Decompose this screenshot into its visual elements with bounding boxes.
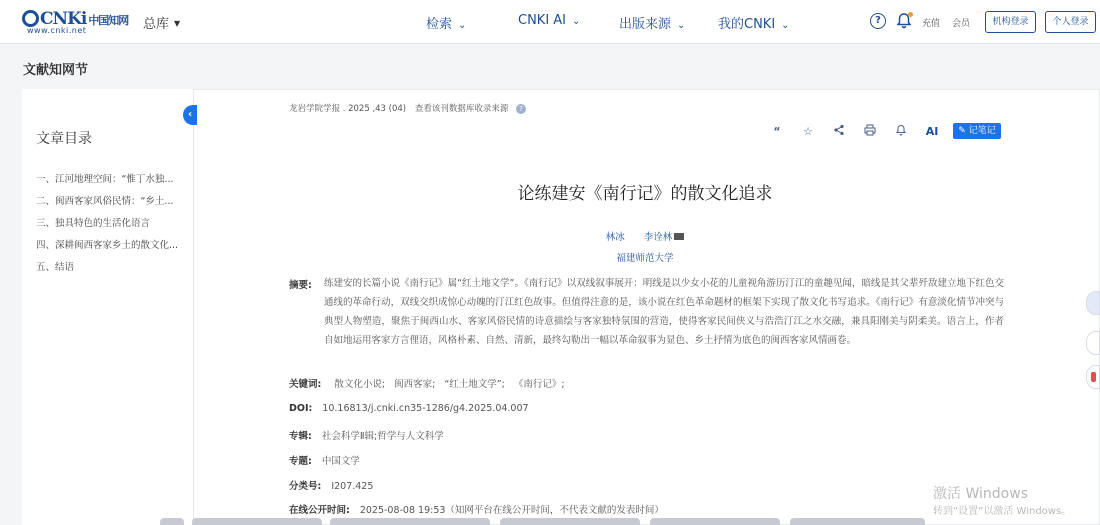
bottom-tab[interactable]: [330, 518, 490, 525]
toc-panel: [22, 89, 194, 525]
chevron-down-icon: ⌄: [781, 20, 790, 31]
series-value: 社会科学Ⅱ辑;哲学与人文科学: [321, 431, 444, 442]
classification-label: 分类号:: [289, 481, 322, 492]
activation-watermark-subtitle: 转到“设置”以激活 Windows。: [933, 506, 1072, 517]
subscribe-bell-icon[interactable]: [893, 124, 909, 140]
toc-title: 文章目录: [36, 131, 92, 147]
logo-cn-text: 中国知网: [88, 14, 129, 27]
notification-dot: [908, 12, 913, 17]
mail-icon[interactable]: [674, 233, 684, 240]
author-link[interactable]: 李诠林: [643, 232, 673, 243]
source-database-link[interactable]: 查看该刊数据库收录来源: [414, 104, 509, 114]
member-link[interactable]: 会员: [952, 19, 971, 29]
toc-item[interactable]: 二、闽西客家风俗民情：“乡土...: [36, 196, 174, 207]
bottom-tab[interactable]: [500, 518, 640, 525]
doi-row: [289, 403, 529, 414]
star-icon[interactable]: ☆: [803, 125, 813, 138]
online-date-row: [289, 502, 664, 516]
keyword-link[interactable]: 《南行记》;: [513, 379, 565, 390]
journal-source: [289, 102, 526, 114]
nav-cnki-ai[interactable]: [518, 13, 580, 28]
keywords-label: 关键词:: [289, 379, 322, 390]
notification-bell-icon[interactable]: [895, 12, 913, 30]
bottom-toolbar: [160, 518, 935, 525]
bottom-tab[interactable]: [790, 518, 925, 525]
print-icon[interactable]: [862, 124, 878, 140]
topic-row: [289, 453, 360, 467]
recharge-link[interactable]: 充值: [922, 19, 941, 29]
keyword-link[interactable]: 散文化小说;: [334, 379, 386, 390]
series-row: [289, 428, 444, 442]
keyword-link[interactable]: “红土地文学”;: [444, 379, 505, 390]
quote-icon[interactable]: “: [773, 125, 781, 138]
nav-my-cnki[interactable]: [718, 13, 790, 32]
bottom-tab[interactable]: [192, 518, 322, 525]
chevron-down-icon: ⌄: [572, 16, 581, 27]
activation-watermark-title: 激活 Windows: [933, 486, 1028, 502]
nav-publication-source-label: 出版来源: [619, 17, 672, 32]
collapse-toc-icon[interactable]: ‹: [183, 105, 197, 125]
nav-cnki-ai-label: CNKI AI: [518, 13, 567, 28]
journal-source-text[interactable]: 龙岩学院学报 . 2025 ,43 (04): [289, 104, 407, 114]
side-float-tab[interactable]: [1086, 331, 1100, 355]
toc-item[interactable]: 三、独具特色的生活化语言: [36, 218, 151, 229]
nav-publication-source[interactable]: [619, 13, 685, 32]
side-float-tab[interactable]: [1086, 291, 1100, 315]
logo-url: www.cnki.net: [27, 26, 87, 35]
author-organization[interactable]: 福建师范大学: [616, 253, 674, 264]
pencil-icon: ✎: [958, 126, 966, 136]
online-date-value: 2025-08-08 19:53（知网平台在线公开时间，不代表文献的发表时间）: [359, 505, 664, 516]
side-float-tab[interactable]: [1086, 365, 1100, 389]
caret-down-icon: ▼: [174, 19, 181, 28]
database-selector-label: 总库: [143, 17, 170, 32]
chevron-down-icon: ⌄: [677, 20, 686, 31]
classification-value: I207.425: [331, 481, 374, 492]
toc-item[interactable]: 四、深耕闽西客家乡土的散文化...: [36, 240, 179, 251]
logo-text: CNKi: [40, 9, 87, 29]
keywords-row: [289, 376, 571, 390]
bottom-tab[interactable]: [650, 518, 780, 525]
flag-icon: [1091, 372, 1096, 382]
share-icon[interactable]: [831, 124, 847, 140]
page-title: 文献知网节: [23, 63, 89, 78]
abstract-text: 练建安的长篇小说《南行记》属“红土地文学”。《南行记》以双线叙事展开：明线是以少女小花的儿童视角游历汀江的童趣见闻，暗线是其父辈歼敌建立地下红色交通线的革命行动，双线交织成惊心动魄的汀江红色故事。但值得注意的是，该小说在红色革命题材的框架下实现了散文化书写追求。《南行记》有意淡化情节冲突与典型人物塑造，聚焦于闽西山水、客家风俗民情的诗意描绘与客家独特氛围的营造，使得客家民间侠义与浩浩汀江之水交融，兼具阳刚美与阴柔美。语言上，作者自如地运用客家方言俚语，风格朴素、自然、清新，最终勾勒出一幅以革命叙事为显色、乡土抒情为底色的闽西客家风情画卷。: [324, 278, 1004, 346]
chevron-down-icon: ⌄: [458, 20, 467, 31]
classification-row: [289, 478, 373, 492]
abstract-label: 摘要:: [289, 280, 312, 291]
personal-login-button[interactable]: 个人登录: [1045, 11, 1096, 33]
online-date-label: 在线公开时间:: [289, 505, 350, 516]
take-note-label: 记笔记: [968, 126, 996, 136]
keyword-link[interactable]: 闽西客家;: [394, 379, 436, 390]
database-selector[interactable]: [143, 13, 180, 32]
series-label: 专辑:: [289, 431, 312, 442]
topic-value: 中国文学: [321, 456, 360, 467]
doi-value: 10.16813/j.cnki.cn35-1286/g4.2025.04.007: [322, 403, 529, 414]
nav-search[interactable]: [426, 13, 466, 32]
doi-label: DOI:: [289, 403, 313, 414]
author-list: [289, 229, 1001, 243]
top-bar: [0, 0, 1100, 44]
logo-circle-icon: [22, 10, 39, 27]
article-title: 论练建安《南行记》的散文化追求: [517, 184, 773, 204]
org-login-button[interactable]: 机构登录: [985, 11, 1036, 33]
ai-assistant-button[interactable]: AI: [925, 125, 939, 138]
nav-search-label: 检索: [426, 17, 453, 32]
author-link[interactable]: 林冰: [605, 232, 625, 243]
toc-item[interactable]: 五、结语: [36, 262, 75, 273]
help-icon[interactable]: ?: [870, 13, 886, 29]
question-icon[interactable]: ?: [516, 104, 526, 114]
toc-item[interactable]: 一、江河地理空间：“惟丁水独...: [36, 174, 174, 185]
bottom-tab[interactable]: [160, 518, 184, 525]
cnki-logo[interactable]: [22, 9, 129, 35]
nav-my-cnki-label: 我的CNKI: [718, 17, 776, 32]
take-note-button[interactable]: [953, 123, 1001, 139]
topic-label: 专题:: [289, 456, 312, 467]
